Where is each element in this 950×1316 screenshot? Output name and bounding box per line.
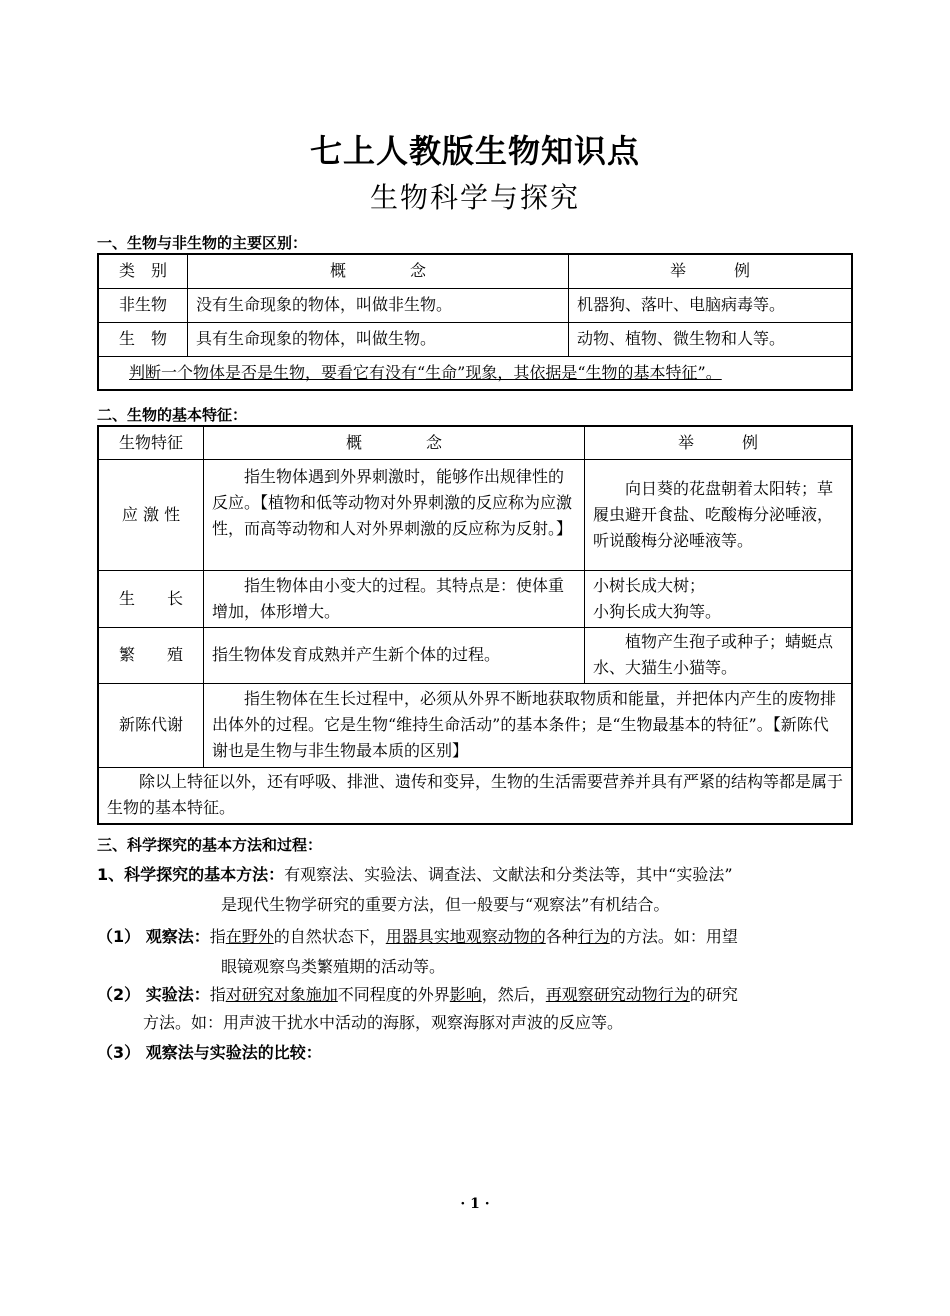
row-category: 非生物	[98, 288, 188, 322]
example-line: 小狗长成大狗等。	[593, 601, 722, 621]
table-row	[98, 683, 852, 767]
method-text: 有观察法、实验法、调查法、文献法和分类法等，其中“实验法”	[284, 865, 733, 884]
section2-heading: 二、生物的基本特征：	[97, 406, 248, 424]
feature-example: 向日葵的花盘朝着太阳转；草履虫避开食盐、吃酸梅分泌唾液，听说酸梅分泌唾液等。	[585, 459, 853, 570]
observation-line-2: 眼镜观察鸟类繁殖期的活动等。	[221, 957, 446, 976]
feature-example: 植物产生孢子或种子；蜻蜓点水、大猫生小猫等。	[585, 627, 853, 683]
experiment-underline: 对研究对象施加	[225, 985, 338, 1004]
observation-underline: 在野外	[225, 927, 274, 946]
observation-line-1	[97, 922, 857, 952]
table-note-row	[98, 767, 852, 824]
table-note-row	[98, 356, 852, 390]
table-header-row	[98, 254, 852, 288]
method-text-2: 是现代生物学研究的重要方法，但一般要与“观察法”有机结合。	[221, 895, 670, 914]
row-example: 机器狗、落叶、电脑病毒等。	[569, 288, 853, 322]
header-example: 举 例	[585, 426, 853, 459]
section1-heading: 一、生物与非生物的主要区别：	[97, 234, 308, 252]
feature-concept: 指生物体发育成熟并产生新个体的过程。	[204, 627, 585, 683]
row-example: 动物、植物、微生物和人等。	[569, 322, 853, 356]
method-label: 1、科学探究的基本方法：	[97, 865, 285, 884]
table-row	[98, 322, 852, 356]
experiment-label: （2） 实验法：	[97, 985, 210, 1004]
observation-underline: 行为	[577, 927, 610, 946]
feature-example	[585, 570, 853, 627]
living-vs-nonliving-table	[97, 253, 853, 391]
experiment-underline: 再观察研究动物行为	[545, 985, 690, 1004]
feature-name: 应 激 性	[98, 459, 204, 570]
table-row	[98, 459, 852, 570]
table-header-row	[98, 426, 852, 459]
experiment-underline: 影响	[449, 985, 482, 1004]
experiment-text: 的研究	[689, 985, 738, 1004]
experiment-text: ，然后，	[481, 985, 546, 1004]
feature-name: 生 长	[98, 570, 204, 627]
experiment-line-1	[97, 980, 857, 1010]
experiment-text: 不同程度的外界	[337, 985, 450, 1004]
observation-text: 的自然状态下，	[273, 927, 386, 946]
judgement-note: 判断一个物体是否是生物，要看它有没有“生命”现象，其依据是“生物的基本特征”。	[129, 362, 722, 382]
header-example: 举 例	[569, 254, 853, 288]
header-concept: 概 念	[204, 426, 585, 459]
table-note	[98, 356, 852, 390]
feature-concept: 指生物体由小变大的过程。其特点是：使体重增加，体形增大。	[204, 570, 585, 627]
experiment-text: 指	[209, 985, 226, 1004]
table-row	[98, 570, 852, 627]
header-feature: 生物特征	[98, 426, 204, 459]
header-concept: 概 念	[188, 254, 569, 288]
page-title: 七上人教版生物知识点	[309, 132, 640, 170]
header-category: 类 别	[98, 254, 188, 288]
observation-text: 各种	[545, 927, 578, 946]
row-concept: 具有生命现象的物体，叫做生物。	[188, 322, 569, 356]
table-note: 除以上特征以外，还有呼吸、排泄、遗传和变异，生物的生活需要营养并具有严紧的结构等都是属于生物的基本特征。	[98, 767, 852, 824]
feature-name: 新陈代谢	[98, 683, 204, 767]
page-number: · 1 ·	[460, 1196, 490, 1212]
feature-concept: 指生物体遇到外界刺激时，能够作出规律性的反应。【植物和低等动物对外界刺激的反应称为应激性，而高等动物和人对外界刺激的反应称为反射。】	[204, 459, 585, 570]
row-category: 生 物	[98, 322, 188, 356]
row-concept: 没有生命现象的物体，叫做非生物。	[188, 288, 569, 322]
observation-label: （1） 观察法：	[97, 927, 210, 946]
observation-underline: 用器具实地观察动物的	[385, 927, 546, 946]
table-row	[98, 288, 852, 322]
example-line: 小树长成大树；	[593, 575, 706, 595]
page-subtitle: 生物科学与探究	[369, 181, 580, 214]
feature-concept: 指生物体在生长过程中，必须从外界不断地获取物质和能量，并把体内产生的废物排出体外的过程。它是生物“维持生命活动”的基本条件；是“生物最基本的特征”。【新陈代谢也是生物与非生物最本质的区别】	[204, 683, 853, 767]
method-line-1	[97, 860, 857, 890]
comparison-label: （3） 观察法与实验法的比较：	[97, 1043, 322, 1062]
experiment-line-2: 方法。如：用声波干扰水中活动的海豚，观察海豚对声波的反应等。	[143, 1013, 624, 1032]
observation-text: 指	[209, 927, 226, 946]
feature-name: 繁 殖	[98, 627, 204, 683]
section3-heading: 三、科学探究的基本方法和过程：	[97, 836, 323, 854]
table-row	[98, 627, 852, 683]
characteristics-table	[97, 425, 853, 825]
observation-text: 的方法。如：用望	[609, 927, 738, 946]
